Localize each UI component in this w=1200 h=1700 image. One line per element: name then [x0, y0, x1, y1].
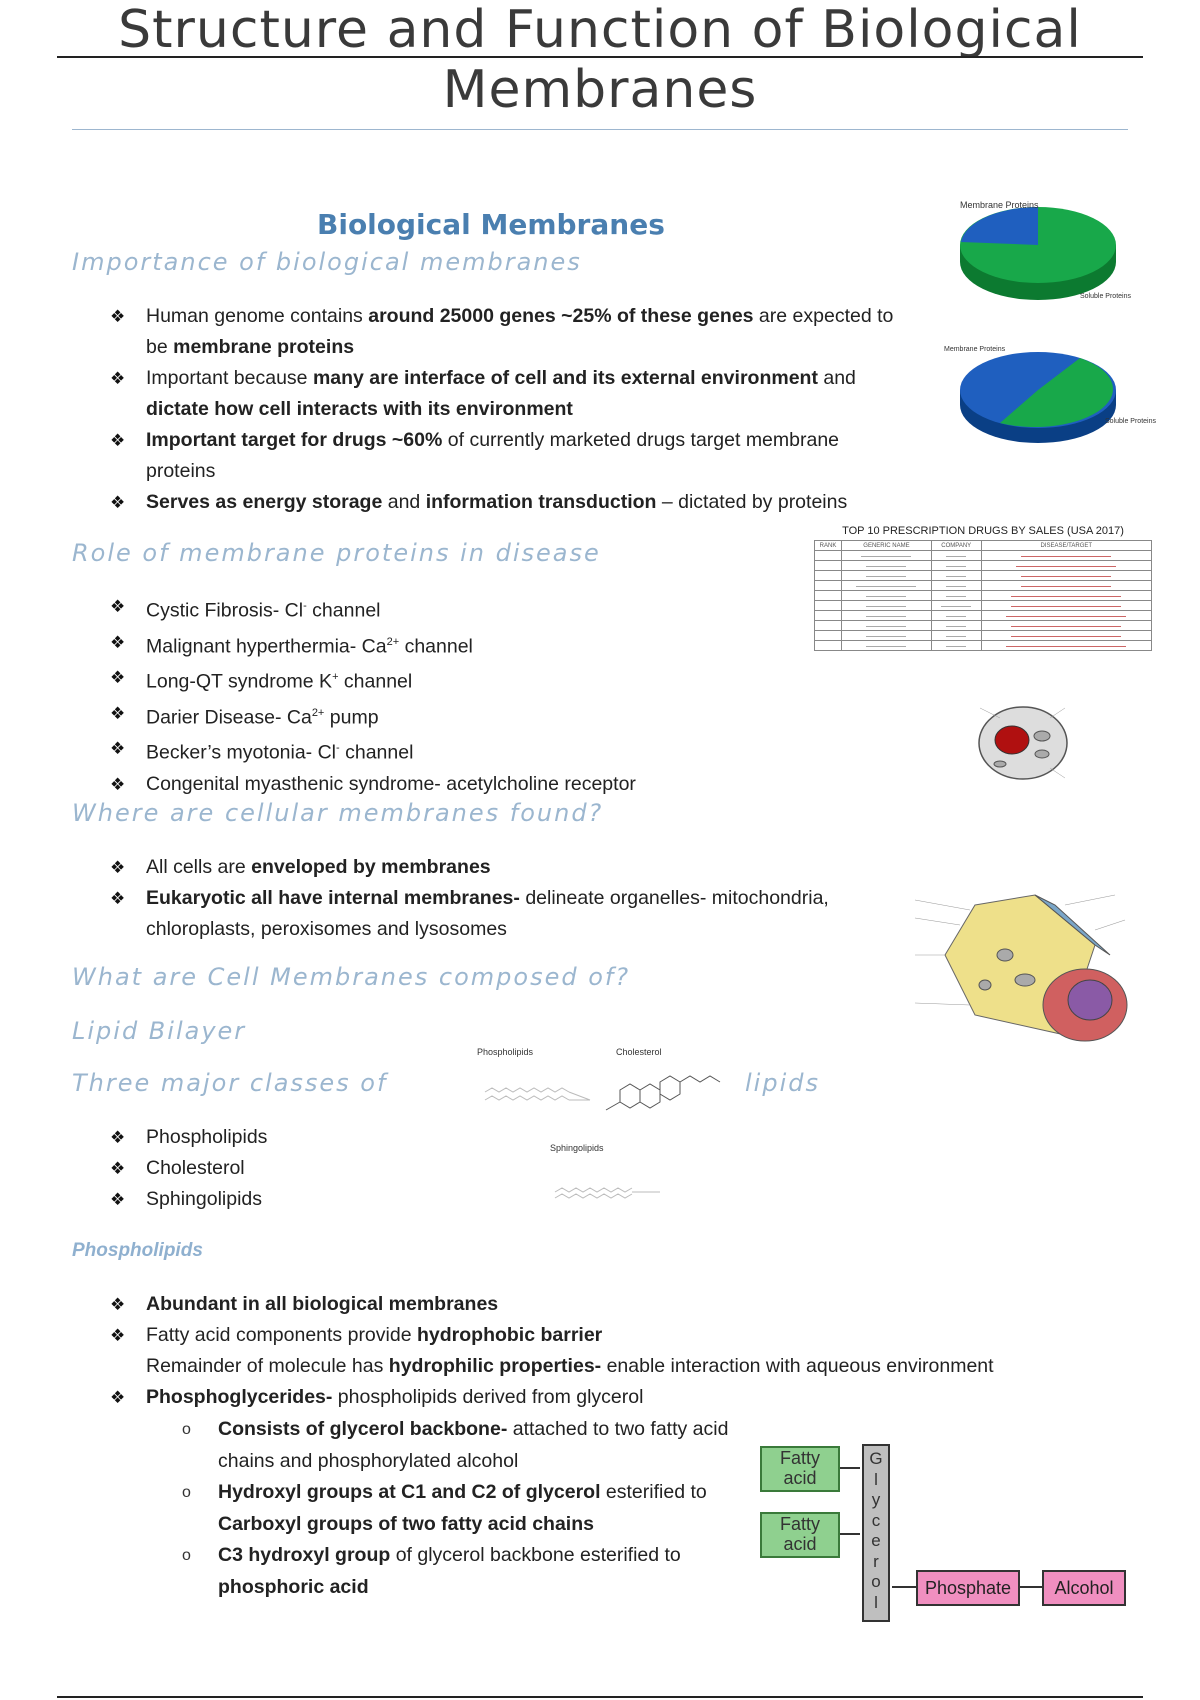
table-row	[815, 581, 1152, 591]
phospholipids-item: ❖ Abundant in all biological membranes	[110, 1289, 1070, 1320]
composed-heading: What are Cell Membranes composed of?	[72, 963, 631, 991]
lipid-structures-image	[480, 1060, 730, 1210]
table-row	[815, 591, 1152, 601]
pie1-label-b: Soluble Proteins	[1080, 293, 1131, 300]
table-row	[815, 611, 1152, 621]
fatty-acid-box-2: Fatty acid	[760, 1512, 840, 1558]
table-row	[815, 571, 1152, 581]
table-row	[815, 551, 1152, 561]
phospholipids-item: ❖ Fatty acid components provide hydrophobic barrier Remainder of molecule has hydrophilic properties- enable interaction with aqueous environment	[110, 1320, 1070, 1382]
disease-item: ❖ Cystic Fibrosis- Cl- channel	[110, 591, 810, 627]
importance-list	[110, 301, 910, 518]
section-title: Biological Membranes	[317, 208, 665, 241]
disease-item: ❖ Long-QT syndrome K+ channel	[110, 662, 810, 698]
phospholipids-heading: Phospholipids	[72, 1240, 203, 1261]
sublist-item: o Consists of glycerol backbone- attached to two fatty acid chains and phosphorylated alcohol	[182, 1414, 747, 1477]
table-row	[815, 641, 1152, 651]
connector	[840, 1467, 860, 1469]
membrane-3d-diagram	[915, 885, 1135, 1045]
where-item: ❖ Eukaryotic all have internal membranes- delineate organelles- mitochondria, chloroplasts, peroxisomes and lysosomes	[110, 883, 870, 945]
importance-item: ❖ Serves as energy storage and information transduction – dictated by proteins	[110, 487, 910, 518]
lipid-class-list	[110, 1122, 430, 1215]
alcohol-box: Alcohol	[1042, 1570, 1126, 1606]
lipid-class-item: ❖ Phospholipids	[110, 1122, 430, 1153]
disease-list	[110, 591, 810, 800]
title-divider	[57, 56, 1143, 58]
lipid-class-item: ❖ Sphingolipids	[110, 1184, 430, 1215]
lipid-label-cholesterol: Cholesterol	[616, 1047, 662, 1057]
lipid-bilayer-heading: Lipid Bilayer	[72, 1017, 247, 1045]
where-heading: Where are cellular membranes found?	[72, 799, 604, 827]
glycerol-box: G l y c e r o l	[862, 1444, 890, 1622]
table-row	[815, 601, 1152, 611]
page-title	[57, 0, 1143, 60]
title-line-1: Structure and Function of Biological	[118, 0, 1082, 60]
bottom-divider	[57, 1696, 1143, 1698]
cell-diagram-image	[970, 688, 1080, 798]
importance-item: ❖ Human genome contains around 25000 genes ~25% of these genes are expected to be membrane proteins	[110, 301, 910, 363]
lipid-label-sphingolipids: Sphingolipids	[550, 1143, 604, 1153]
fatty-acid-box-1: Fatty acid	[760, 1446, 840, 1492]
table-row	[815, 631, 1152, 641]
phosphoglycerides-sublist	[182, 1414, 747, 1603]
title-underline	[72, 129, 1128, 130]
disease-item: ❖ Darier Disease- $Ca^{2+}$ pump	[110, 698, 810, 734]
drugs-table-caption: TOP 10 PRESCRIPTION DRUGS BY SALES (USA 2017)	[842, 525, 1124, 537]
disease-item: ❖ Congenital myasthenic syndrome- acetylcholine receptor	[110, 769, 810, 800]
drugs-header-disease: DISEASE/TARGET	[981, 541, 1151, 551]
pie-chart-2	[940, 345, 1156, 455]
connector	[840, 1533, 860, 1535]
page-title-line-2	[57, 60, 1143, 120]
table-row	[815, 621, 1152, 631]
three-classes-heading: Three major classes of	[72, 1069, 388, 1097]
phospholipid-structure-diagram	[760, 1440, 1140, 1630]
drugs-table-figure	[814, 525, 1152, 651]
importance-item: ❖ Important because many are interface of cell and its external environment and dictate how cell interacts with its environment	[110, 363, 910, 425]
drugs-header-generic: GENERIC NAME	[842, 541, 932, 551]
pie2-label-a: Membrane Proteins	[944, 346, 1006, 353]
sublist-item: o C3 hydroxyl group of glycerol backbone esterified to phosphoric acid	[182, 1540, 747, 1603]
phospholipids-list	[110, 1289, 1070, 1413]
where-item: ❖ All cells are enveloped by membranes	[110, 852, 870, 883]
lipids-heading: lipids	[745, 1069, 820, 1097]
pie-chart-1	[940, 200, 1140, 310]
where-list	[110, 852, 870, 945]
drugs-table	[814, 540, 1152, 651]
pie2-label-b: Soluble Proteins	[1105, 418, 1156, 425]
phosphate-box: Phosphate	[916, 1570, 1020, 1606]
table-row	[815, 561, 1152, 571]
title-line-2: Membranes	[442, 60, 758, 120]
lipid-class-item: ❖ Cholesterol	[110, 1153, 430, 1184]
connector	[1020, 1586, 1042, 1588]
disease-item: ❖ Becker’s myotonia- Cl- channel	[110, 733, 810, 769]
importance-item: ❖ Important target for drugs ~60% of currently marketed drugs target membrane proteins	[110, 425, 910, 487]
sublist-item: o Hydroxyl groups at C1 and C2 of glycerol esterified to Carboxyl groups of two fatty acid chains	[182, 1477, 747, 1540]
phospholipids-item: ❖ Phosphoglycerides- phospholipids derived from glycerol	[110, 1382, 1070, 1413]
drugs-header-rank: RANK	[815, 541, 842, 551]
disease-item: ❖ Malignant hyperthermia- $Ca^{2+}$ channel	[110, 627, 810, 663]
pie1-membrane-slice	[961, 207, 1038, 245]
pie1-label-a: Membrane Proteins	[960, 200, 1039, 210]
importance-heading: Importance of biological membranes	[72, 248, 582, 276]
drugs-header-company: COMPANY	[931, 541, 981, 551]
lipid-label-phospholipids: Phospholipids	[477, 1047, 534, 1057]
connector	[892, 1586, 916, 1588]
disease-heading: Role of membrane proteins in disease	[72, 539, 601, 567]
